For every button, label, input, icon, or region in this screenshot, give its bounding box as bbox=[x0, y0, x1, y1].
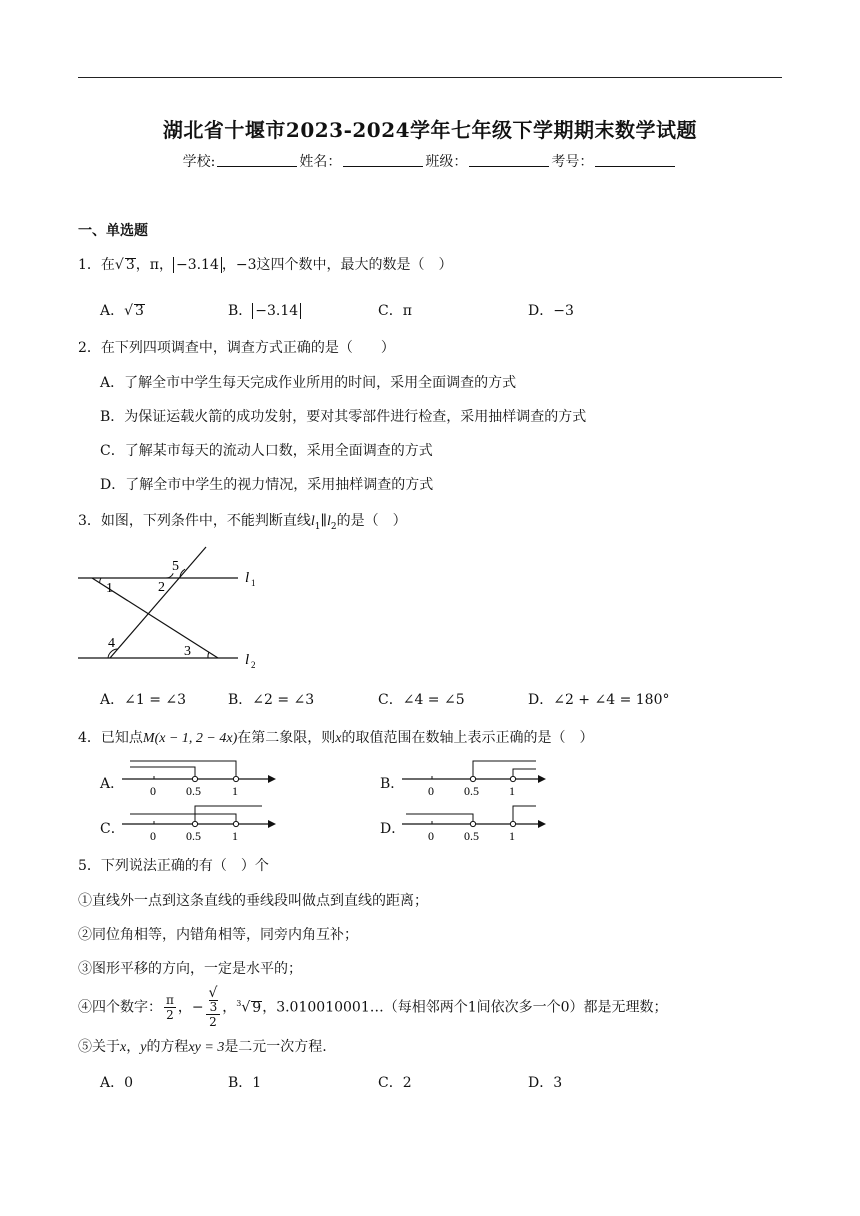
svg-text:0.5: 0.5 bbox=[186, 784, 201, 798]
q5-statement-3: ③图形平移的方向，一定是水平的； bbox=[78, 961, 302, 977]
q4-option-a-label[interactable]: A． bbox=[100, 776, 125, 792]
name-blank[interactable] bbox=[343, 154, 423, 167]
q1-option-d[interactable]: D．−3 bbox=[528, 303, 574, 319]
q3-stem: 3．如图，下列条件中，不能判断直线$l_1\parallel l_2$的是（ ） bbox=[78, 513, 407, 532]
q4-option-d-label[interactable]: D． bbox=[380, 821, 406, 837]
svg-text:0: 0 bbox=[428, 829, 434, 843]
svg-text:1: 1 bbox=[232, 829, 238, 843]
arc-angle-3 bbox=[208, 652, 209, 658]
q5-statement-2: ②同位角相等，内错角相等，同旁内角互补； bbox=[78, 927, 358, 943]
q4-numberline-c[interactable] bbox=[118, 802, 278, 844]
q2-option-d[interactable]: D．了解全市中学生的视力情况，采用抽样调查的方式 bbox=[100, 477, 434, 493]
q3-option-b[interactable]: B．∠2 = ∠3 bbox=[228, 692, 315, 708]
school-label: 学校: bbox=[182, 154, 216, 170]
svg-text:1: 1 bbox=[509, 784, 515, 798]
q1-option-b[interactable]: B． −3.14 bbox=[228, 300, 301, 320]
arc-angle-2 bbox=[166, 573, 173, 578]
q4-numberline-d[interactable] bbox=[398, 802, 558, 844]
svg-text:0.5: 0.5 bbox=[186, 829, 201, 843]
svg-text:0.5: 0.5 bbox=[464, 829, 479, 843]
id-label: 考号： bbox=[551, 154, 594, 170]
name-label: 姓名： bbox=[299, 154, 342, 170]
angle-5-label: 5 bbox=[172, 559, 179, 574]
q4-stem: 4．已知点M(x − 1, 2 − 4x)在第二象限，则x的取值范围在数轴上表示正确的是（ ） bbox=[78, 730, 594, 746]
q1-abs-value: −3.14 bbox=[173, 257, 222, 273]
q1-stem: 1．在√ 3，π， −3.14 ，−3这四个数中，最大的数是（ ） bbox=[78, 257, 453, 273]
school-blank[interactable] bbox=[217, 154, 297, 167]
q1-sqrt3: 3 bbox=[125, 257, 135, 273]
q5-statement-4: ④四个数字： $\frac{\pi}{2}$ ，− √ 3 2 ，$^3$√ 9，3.010010001…（每相邻两个1间依次多一个0）都是无理数； bbox=[78, 985, 668, 1029]
q5-stem: 5．下列说法正确的有（ ）个 bbox=[78, 858, 269, 874]
q3-figure bbox=[70, 540, 270, 675]
svg-text:0: 0 bbox=[150, 829, 156, 843]
q5-option-d[interactable]: D．3 bbox=[528, 1075, 563, 1091]
arc-angle-1 bbox=[100, 578, 101, 583]
section-title: 一、单选题 bbox=[78, 223, 148, 239]
class-blank[interactable] bbox=[469, 154, 549, 167]
l2-sub: 2 bbox=[251, 660, 256, 670]
angle-4-label: 4 bbox=[108, 636, 115, 651]
q4-numberline-b[interactable] bbox=[398, 757, 558, 799]
q2-option-c[interactable]: C．了解某市每天的流动人口数，采用全面调查的方式 bbox=[100, 443, 433, 459]
q5-option-c[interactable]: C．2 bbox=[378, 1075, 412, 1091]
angle-3-label: 3 bbox=[184, 644, 191, 659]
q3-option-d[interactable]: D．∠2 + ∠4 = 180° bbox=[528, 692, 670, 708]
q3-option-a[interactable]: A．∠1 = ∠3 bbox=[100, 692, 187, 708]
class-label: 班级： bbox=[425, 154, 468, 170]
angle-1-label: 1 bbox=[106, 581, 113, 596]
q4-numberline-a[interactable] bbox=[118, 757, 278, 799]
svg-text:0: 0 bbox=[428, 784, 434, 798]
angle-2-label: 2 bbox=[158, 580, 165, 595]
header-rule bbox=[78, 77, 782, 78]
svg-text:1: 1 bbox=[509, 829, 515, 843]
page-title: 湖北省十堰市2023-2024学年七年级下学期期末数学试题 bbox=[162, 118, 698, 142]
svg-text:0.5: 0.5 bbox=[464, 784, 479, 798]
q5-option-b[interactable]: B．1 bbox=[228, 1075, 262, 1091]
svg-text:1: 1 bbox=[232, 784, 238, 798]
l2-label: l bbox=[245, 652, 250, 668]
q5-statement-1: ①直线外一点到这条直线的垂线段叫做点到直线的距离； bbox=[78, 893, 428, 909]
svg-text:0: 0 bbox=[150, 784, 156, 798]
q5-statement-5: ⑤关于x，y的方程xy = 3是二元一次方程. bbox=[78, 1039, 327, 1055]
student-info-line bbox=[0, 151, 860, 171]
q4-option-b-label[interactable]: B． bbox=[380, 776, 405, 792]
q2-option-b[interactable]: B．为保证运载火箭的成功发射，要对其零部件进行检查，采用抽样调查的方式 bbox=[100, 409, 587, 425]
q3-option-c[interactable]: C．∠4 = ∠5 bbox=[378, 692, 465, 708]
l1-sub: 1 bbox=[251, 578, 256, 588]
id-blank[interactable] bbox=[595, 154, 675, 167]
q1-option-c[interactable]: C．π bbox=[378, 303, 412, 319]
q4-option-c-label[interactable]: C． bbox=[100, 821, 125, 837]
q1-option-a[interactable]: A．√ 3 bbox=[100, 303, 144, 319]
q2-option-a[interactable]: A．了解全市中学生每天完成作业所用的时间，采用全面调查的方式 bbox=[100, 375, 517, 391]
q2-stem: 2．在下列四项调查中，调查方式正确的是（ ） bbox=[78, 340, 395, 356]
q5-option-a[interactable]: A．0 bbox=[100, 1075, 134, 1091]
l1-label: l bbox=[245, 570, 250, 586]
